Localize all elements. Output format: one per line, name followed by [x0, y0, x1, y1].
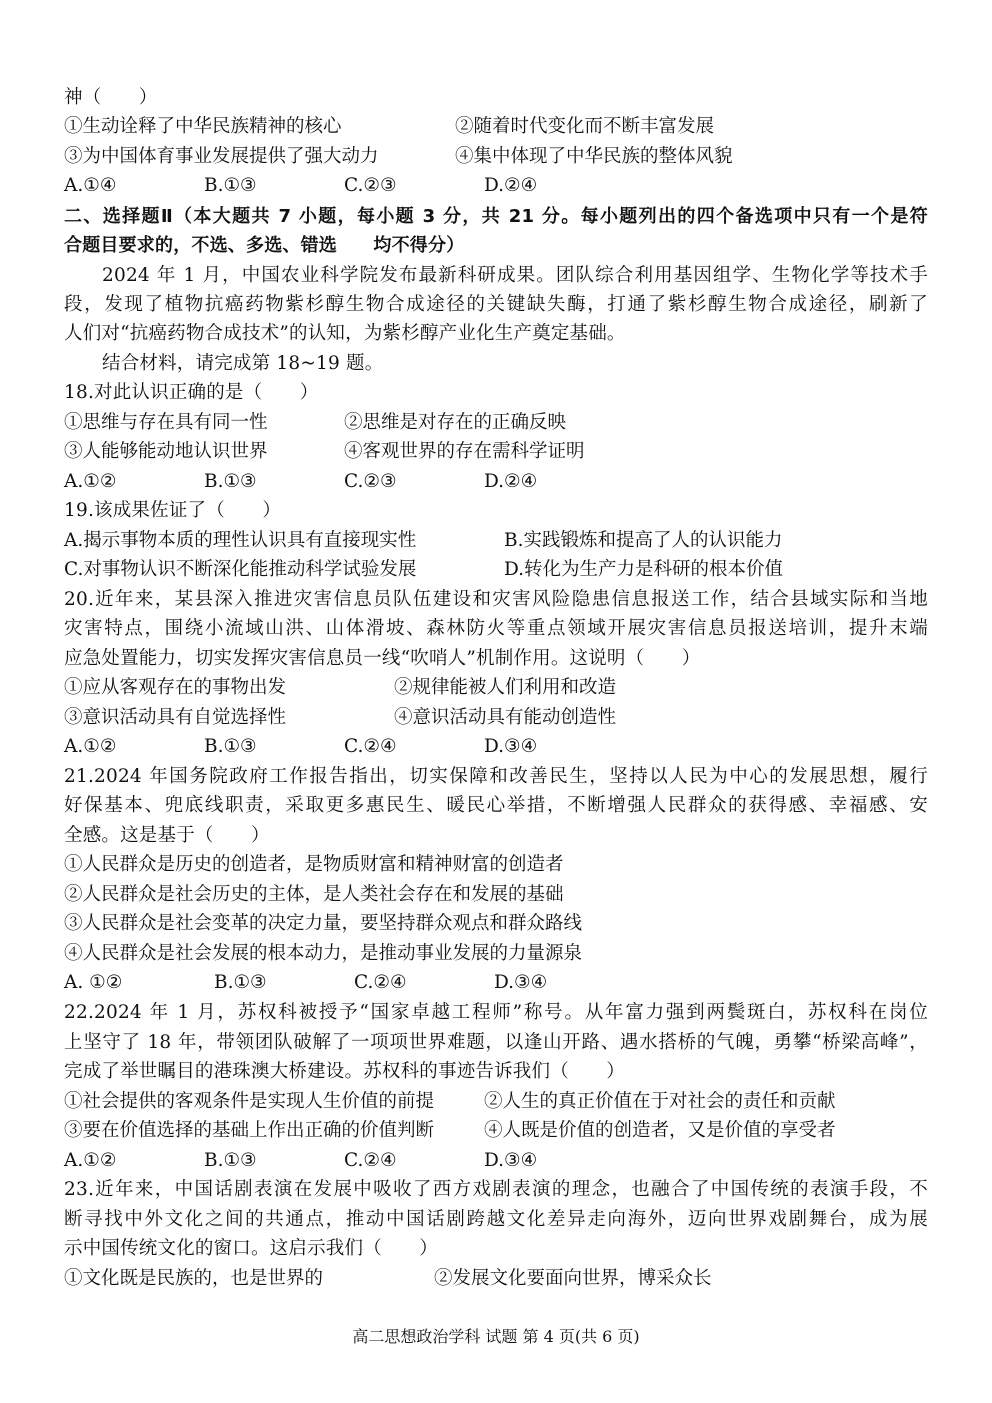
q17-choice-d: D.②④: [484, 175, 538, 196]
q21-choice-c: C.②④: [354, 972, 407, 993]
q22-choice-b: B.①③: [204, 1150, 257, 1171]
q17-option-4: ④集中体现了中华民族的整体风貌: [455, 146, 733, 167]
q18-option-3: ③人能够能动地认识世界: [64, 441, 268, 462]
q22-line-1: 22.2024 年 1 月，苏权科被授予“国家卓越工程师”称号。从年富力强到两鬓斑白，苏权科在岗位: [64, 1002, 928, 1023]
q22-choice-d: D.③④: [484, 1150, 538, 1171]
material-line-1: 2024 年 1 月，中国农业科学院发布最新科研成果。团队综合利用基因组学、生物化学等技术手: [102, 265, 928, 286]
q20-option-3: ③意识活动具有自觉选择性: [64, 707, 287, 728]
q18-option-1: ①思维与存在具有同一性: [64, 412, 268, 433]
q18-stem: 18.对此认识正确的是（ ）: [64, 382, 319, 403]
q21-option-4: ④人民群众是社会发展的根本动力，是推动事业发展的力量源泉: [64, 943, 583, 964]
q18-choice-a: A.①②: [64, 471, 117, 492]
q19-option-d: D.转化为生产力是科研的根本价值: [504, 559, 784, 580]
q19-option-c: C.对事物认识不断深化能推动科学试验发展: [64, 559, 417, 580]
q20-choice-d: D.③④: [484, 736, 538, 757]
q20-option-4: ④意识活动具有能动创造性: [394, 707, 617, 728]
q17-stem-end: 神（ ）: [64, 87, 158, 108]
section-heading-line-1: 二、选择题Ⅱ（本大题共 7 小题，每小题 3 分，共 21 分。每小题列出的四个备选项中只有一个是符: [64, 206, 928, 227]
q17-choice-c: C.②③: [344, 175, 397, 196]
q22-option-4: ④人既是价值的创造者，又是价值的享受者: [484, 1120, 836, 1141]
q23-option-1: ①文化既是民族的，也是世界的: [64, 1268, 324, 1289]
q21-choice-b: B.①③: [214, 972, 267, 993]
q20-line-2: 灾害特点，围绕小流域山洪、山体滑坡、森林防火等重点领域开展灾害信息员报送培训，提升末端: [64, 618, 928, 639]
section-heading-line-2: 合题目要求的，不选、多选、错选 均不得分）: [64, 235, 465, 256]
q22-option-1: ①社会提供的客观条件是实现人生价值的前提: [64, 1091, 435, 1112]
q21-option-1: ①人民群众是历史的创造者，是物质财富和精神财富的创造者: [64, 854, 564, 875]
material-instruction: 结合材料，请完成第 18~19 题。: [102, 353, 384, 374]
q22-option-3: ③要在价值选择的基础上作出正确的价值判断: [64, 1120, 435, 1141]
q20-choice-c: C.②④: [344, 736, 397, 757]
q22-line-3: 完成了举世瞩目的港珠澳大桥建设。苏权科的事迹告诉我们（ ）: [64, 1061, 626, 1082]
q18-choice-c: C.②③: [344, 471, 397, 492]
q21-choice-d: D.③④: [494, 972, 548, 993]
q22-choice-c: C.②④: [344, 1150, 397, 1171]
q21-line-3: 全感。这是基于（ ）: [64, 825, 270, 846]
q23-line-1: 23.近年来，中国话剧表演在发展中吸收了西方戏剧表演的理念，也融合了中国传统的表演手段，不: [64, 1179, 928, 1200]
q21-line-1: 21.2024 年国务院政府工作报告指出，切实保障和改善民生，坚持以人民为中心的发展思想，履行: [64, 766, 928, 787]
q20-line-1: 20.近年来，某县深入推进灾害信息员队伍建设和灾害风险隐患信息报送工作，结合县域实际和当地: [64, 589, 928, 610]
q20-choice-a: A.①②: [64, 736, 117, 757]
q22-line-2: 上坚守了 18 年，带领团队破解了一项项世界难题，以逢山开路、遇水搭桥的气魄，勇攀“桥梁高峰”，: [64, 1032, 928, 1053]
q20-option-1: ①应从客观存在的事物出发: [64, 677, 287, 698]
q17-choice-b: B.①③: [204, 175, 257, 196]
q18-option-4: ④客观世界的存在需科学证明: [344, 441, 585, 462]
q17-option-2: ②随着时代变化而不断丰富发展: [455, 116, 715, 137]
q18-option-2: ②思维是对存在的正确反映: [344, 412, 567, 433]
q22-choice-a: A.①②: [64, 1150, 117, 1171]
q18-choice-b: B.①③: [204, 471, 257, 492]
q20-option-2: ②规律能被人们利用和改造: [394, 677, 617, 698]
q21-option-3: ③人民群众是社会变革的决定力量，要坚持群众观点和群众路线: [64, 913, 583, 934]
q17-option-3: ③为中国体育事业发展提供了强大动力: [64, 146, 379, 167]
q17-option-1: ①生动诠释了中华民族精神的核心: [64, 116, 342, 137]
q21-option-2: ②人民群众是社会历史的主体，是人类社会存在和发展的基础: [64, 884, 564, 905]
q20-choice-b: B.①③: [204, 736, 257, 757]
q23-option-2: ②发展文化要面向世界，博采众长: [434, 1268, 712, 1289]
q19-stem: 19.该成果佐证了（ ）: [64, 500, 282, 521]
q21-line-2: 好保基本、兜底线职责，采取更多惠民生、暖民心举措，不断增强人民群众的获得感、幸福感、安: [64, 795, 928, 816]
page-footer: 高二思想政治学科 试题 第 4 页(共 6 页): [352, 1327, 640, 1346]
material-line-2: 段，发现了植物抗癌药物紫杉醇生物合成途径的关键缺失酶，打通了紫杉醇生物合成途径，刷新了: [64, 294, 928, 315]
material-line-3: 人们对“抗癌药物合成技术”的认知，为紫杉醇产业化生产奠定基础。: [64, 323, 626, 344]
q19-option-a: A.揭示事物本质的理性认识具有直接现实性: [64, 530, 417, 551]
q18-choice-d: D.②④: [484, 471, 538, 492]
q20-line-3: 应急处置能力，切实发挥灾害信息员一线“吹哨人”机制作用。这说明（ ）: [64, 648, 701, 669]
q21-choice-a: A. ①②: [64, 972, 123, 993]
q22-option-2: ②人生的真正价值在于对社会的责任和贡献: [484, 1091, 836, 1112]
q19-option-b: B.实践锻炼和提高了人的认识能力: [504, 530, 783, 551]
q23-line-3: 示中国传统文化的窗口。这启示我们（ ）: [64, 1238, 439, 1259]
q23-line-2: 断寻找中外文化之间的共通点，推动中国话剧跨越文化差异走向海外，迈向世界戏剧舞台，成为展: [64, 1209, 928, 1230]
q17-choice-a: A.①④: [64, 175, 117, 196]
